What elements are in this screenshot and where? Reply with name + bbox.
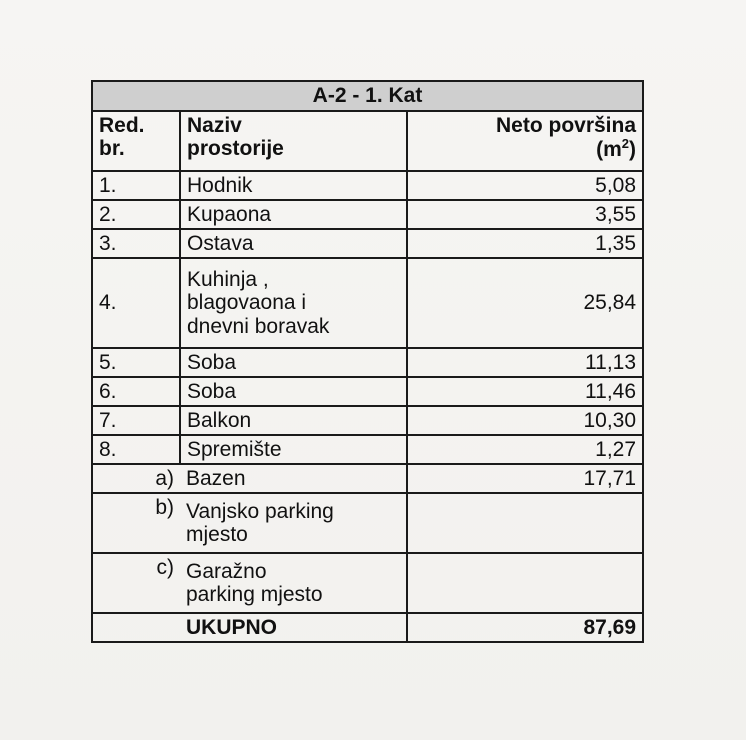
extra-name (180, 553, 407, 613)
header-room-name-line2: prostorije (187, 137, 284, 161)
row-area: 3,55 (407, 200, 643, 229)
total-label: UKUPNO (180, 613, 407, 642)
row-room-name: Ostava (180, 229, 407, 258)
row-area: 25,84 (407, 258, 643, 348)
extra-label: a) (92, 464, 180, 493)
extra-row (92, 553, 643, 613)
header-room-name (180, 111, 407, 171)
table-row (92, 348, 643, 377)
header-net-area-line2 (414, 137, 636, 161)
extra-label: b) (92, 493, 180, 553)
header-number-line2: br. (99, 137, 125, 161)
table-row (92, 406, 643, 435)
total-area: 87,69 (407, 613, 643, 642)
table-row (92, 171, 643, 200)
extra-area: 17,71 (407, 464, 643, 493)
row-room-name-line3: dnevni boravak (187, 314, 330, 338)
row-number: 8. (92, 435, 180, 464)
header-unit-sup: 2 (621, 136, 630, 152)
header-unit-open: (m (596, 138, 622, 162)
header-number-line1: Red. (99, 114, 145, 137)
header-net-area-line1: Neto površina (496, 114, 637, 137)
extra-area (407, 553, 643, 613)
table-title: A-2 - 1. Kat (92, 81, 643, 111)
table-row (92, 200, 643, 229)
header-number (92, 111, 180, 171)
row-number: 5. (92, 348, 180, 377)
header-room-name-line1: Naziv (187, 114, 242, 137)
table-row (92, 229, 643, 258)
header-net-area (407, 111, 643, 171)
extra-name-line1: Garažno (186, 559, 267, 583)
extra-row (92, 464, 643, 493)
row-room-name-line1: Kuhinja , (187, 268, 269, 292)
row-room-name: Kupaona (180, 200, 407, 229)
table-title-row (92, 81, 643, 111)
row-room-name: Soba (180, 348, 407, 377)
row-area: 5,08 (407, 171, 643, 200)
row-area: 1,27 (407, 435, 643, 464)
table-row (92, 258, 643, 348)
row-area: 1,35 (407, 229, 643, 258)
row-room-name: Balkon (180, 406, 407, 435)
row-area: 11,13 (407, 348, 643, 377)
row-number: 2. (92, 200, 180, 229)
room-area-table (91, 80, 644, 643)
row-room-name: Hodnik (180, 171, 407, 200)
row-number: 4. (92, 258, 180, 348)
extra-name: Bazen (180, 464, 407, 493)
total-spacer (92, 613, 180, 642)
extra-area (407, 493, 643, 553)
row-number: 7. (92, 406, 180, 435)
extra-row (92, 493, 643, 553)
extra-name-line1: Vanjsko parking (186, 499, 334, 523)
header-unit-close: ) (629, 138, 637, 162)
row-number: 3. (92, 229, 180, 258)
row-area: 11,46 (407, 377, 643, 406)
row-room-name (180, 258, 407, 348)
row-number: 1. (92, 171, 180, 200)
extra-name-line2: parking mjesto (186, 583, 323, 606)
extra-label: c) (92, 553, 180, 613)
table-header-row (92, 111, 643, 171)
row-room-name: Spremište (180, 435, 407, 464)
total-row (92, 613, 643, 642)
row-number: 6. (92, 377, 180, 406)
extra-name (180, 493, 407, 553)
row-room-name: Soba (180, 377, 407, 406)
extra-name-line2: mjesto (186, 523, 248, 546)
row-area: 10,30 (407, 406, 643, 435)
table-row (92, 435, 643, 464)
row-room-name-line2: blagovaona i (187, 291, 307, 315)
table-row (92, 377, 643, 406)
